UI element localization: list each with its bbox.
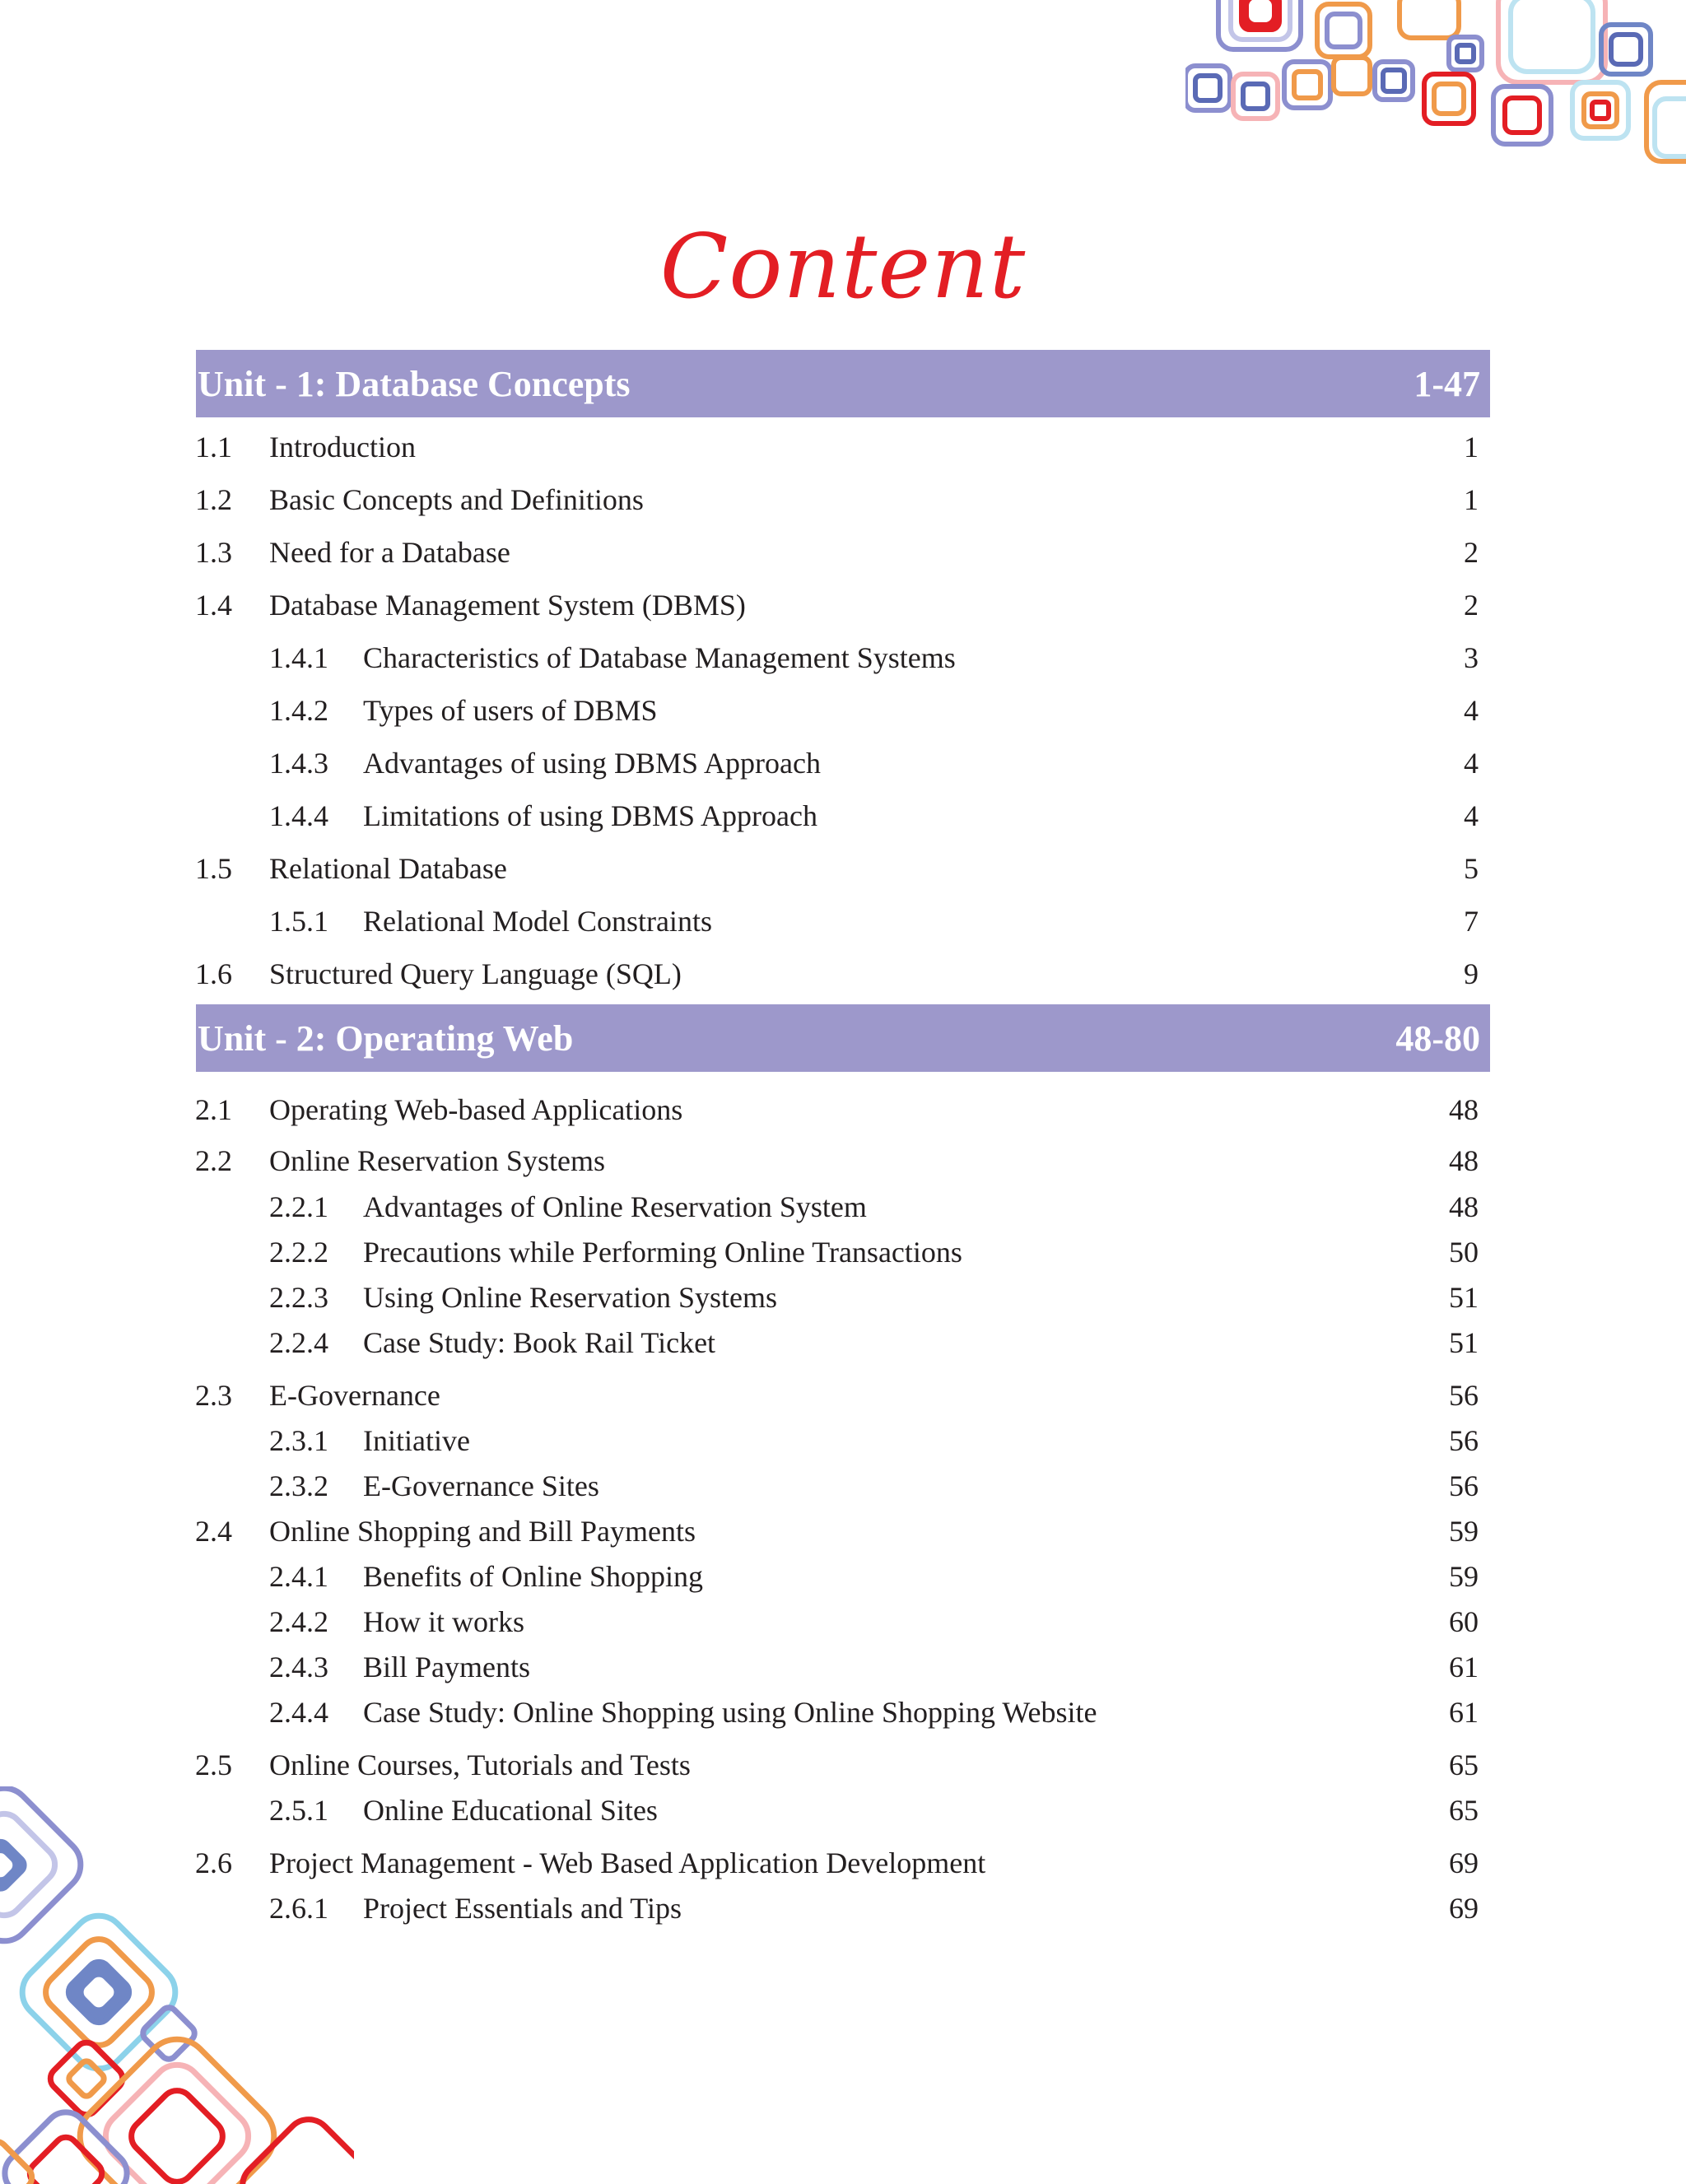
section-number: 2.2.1 [269,1190,328,1223]
section-title: Database Management System (DBMS) [269,589,746,622]
section-title: E-Governance [269,1379,440,1412]
section-title: Advantages of using DBMS Approach [363,747,821,780]
page-number: 56 [1449,1424,1479,1457]
section-number: 1.4 [195,589,232,622]
toc-section-row[interactable] [0,1744,1686,1786]
section-number: 2.3 [195,1379,232,1412]
toc-section-row[interactable] [0,1375,1686,1416]
section-number: 1.2 [195,483,232,516]
section-number: 2.2.4 [269,1326,328,1359]
page-number: 3 [1464,641,1479,674]
section-title: Precautions while Performing Online Transactions [363,1236,962,1269]
section-title: Case Study: Online Shopping using Online Shopping Website [363,1696,1097,1729]
section-title: Types of users of DBMS [363,694,658,727]
section-title: Case Study: Book Rail Ticket [363,1326,716,1359]
page-number: 59 [1449,1560,1479,1593]
page-number: 59 [1449,1515,1479,1548]
toc-section-row[interactable] [0,848,1686,889]
toc-subsection-row[interactable] [0,743,1686,784]
page-number: 4 [1464,747,1479,780]
section-title: Project Essentials and Tips [363,1892,682,1925]
section-number: 1.5.1 [269,905,328,938]
section-number: 1.4.2 [269,694,328,727]
section-title: Online Courses, Tutorials and Tests [269,1749,691,1781]
section-number: 2.5 [195,1749,232,1781]
section-title: Structured Query Language (SQL) [269,957,682,990]
page-number: 7 [1464,905,1479,938]
unit-title: Unit - 2: Operating Web [198,1017,574,1059]
page-number: 5 [1464,852,1479,885]
toc-section-row[interactable] [0,532,1686,573]
section-number: 1.4.3 [269,747,328,780]
section-title: Introduction [269,431,416,463]
unit-header [196,350,1490,417]
toc-section-row[interactable] [0,479,1686,520]
section-title: Benefits of Online Shopping [363,1560,703,1593]
page-number: 1 [1464,483,1479,516]
page-number: 48 [1449,1190,1479,1223]
toc-section-row[interactable] [0,953,1686,994]
section-title: Need for a Database [269,536,510,569]
toc-section-row[interactable] [0,1511,1686,1552]
section-number: 2.3.1 [269,1424,328,1457]
toc-subsection-row[interactable] [0,1790,1686,1831]
section-title: Advantages of Online Reservation System [363,1190,867,1223]
toc-section-row[interactable] [0,1089,1686,1130]
toc-subsection-row[interactable] [0,690,1686,731]
section-title: Online Educational Sites [363,1794,658,1827]
section-title: Relational Database [269,852,507,885]
unit-title: Unit - 1: Database Concepts [198,363,631,404]
page-number: 69 [1449,1892,1479,1925]
section-number: 1.3 [195,536,232,569]
toc-subsection-row[interactable] [0,637,1686,678]
toc-section-row[interactable] [0,584,1686,626]
page-number: 1 [1464,431,1479,463]
page-number: 2 [1464,589,1479,622]
page-number: 61 [1449,1696,1479,1729]
section-number: 2.3.2 [269,1469,328,1502]
page-number: 48 [1449,1093,1479,1126]
section-title: E-Governance Sites [363,1469,599,1502]
page-title: Content [659,216,1027,319]
toc-section-row[interactable] [0,426,1686,468]
section-number: 2.2.2 [269,1236,328,1269]
page-number: 61 [1449,1651,1479,1683]
toc-subsection-row[interactable] [0,1646,1686,1688]
page-number: 60 [1449,1605,1479,1638]
section-number: 2.4 [195,1515,232,1548]
toc-section-row[interactable] [0,1140,1686,1181]
unit-page-range: 1-47 [1414,363,1480,404]
section-number: 2.4.4 [269,1696,328,1729]
section-title: Online Shopping and Bill Payments [269,1515,696,1548]
toc-subsection-row[interactable] [0,1692,1686,1733]
page-number: 56 [1449,1469,1479,1502]
toc-subsection-row[interactable] [0,1465,1686,1506]
toc-subsection-row[interactable] [0,795,1686,836]
page-number: 48 [1449,1144,1479,1177]
section-number: 1.5 [195,852,232,885]
section-title: Operating Web-based Applications [269,1093,683,1126]
section-number: 2.2.3 [269,1281,328,1314]
toc-subsection-row[interactable] [0,1601,1686,1642]
section-number: 2.6 [195,1846,232,1879]
section-number: 1.1 [195,431,232,463]
section-number: 2.1 [195,1093,232,1126]
section-number: 2.4.1 [269,1560,328,1593]
toc-section-row[interactable] [0,1842,1686,1884]
page-number: 65 [1449,1794,1479,1827]
section-title: Basic Concepts and Definitions [269,483,644,516]
unit-page-range: 48-80 [1395,1017,1480,1059]
section-title: Bill Payments [363,1651,531,1683]
page-number: 69 [1449,1846,1479,1879]
section-title: Initiative [363,1424,470,1457]
section-number: 2.4.2 [269,1605,328,1638]
page-number: 65 [1449,1749,1479,1781]
section-title: Relational Model Constraints [363,905,712,938]
toc-subsection-row[interactable] [0,1232,1686,1273]
page-number: 51 [1449,1326,1479,1359]
page-number: 51 [1449,1281,1479,1314]
section-title: Using Online Reservation Systems [363,1281,777,1314]
toc-subsection-row[interactable] [0,1420,1686,1461]
section-title: How it works [363,1605,524,1638]
section-number: 2.4.3 [269,1651,328,1683]
toc-subsection-row[interactable] [0,1186,1686,1227]
section-number: 2.5.1 [269,1794,328,1827]
section-title: Project Management - Web Based Application Development [269,1846,986,1879]
page-number: 56 [1449,1379,1479,1412]
unit-header [196,1004,1490,1072]
toc-subsection-row[interactable] [0,1888,1686,1929]
section-title: Online Reservation Systems [269,1144,605,1177]
page-number: 4 [1464,799,1479,832]
page-number: 2 [1464,536,1479,569]
section-number: 1.4.1 [269,641,328,674]
section-number: 1.6 [195,957,232,990]
section-number: 1.4.4 [269,799,328,832]
toc-subsection-row[interactable] [0,1277,1686,1318]
toc-subsection-row[interactable] [0,1556,1686,1597]
decorative-squares-top [1185,0,1686,165]
section-title: Characteristics of Database Management Systems [363,641,956,674]
section-number: 2.6.1 [269,1892,328,1925]
toc-subsection-row[interactable] [0,1322,1686,1363]
toc-subsection-row[interactable] [0,901,1686,942]
section-number: 2.2 [195,1144,232,1177]
page-number: 50 [1449,1236,1479,1269]
page-number: 4 [1464,694,1479,727]
section-title: Limitations of using DBMS Approach [363,799,817,832]
page-number: 9 [1464,957,1479,990]
